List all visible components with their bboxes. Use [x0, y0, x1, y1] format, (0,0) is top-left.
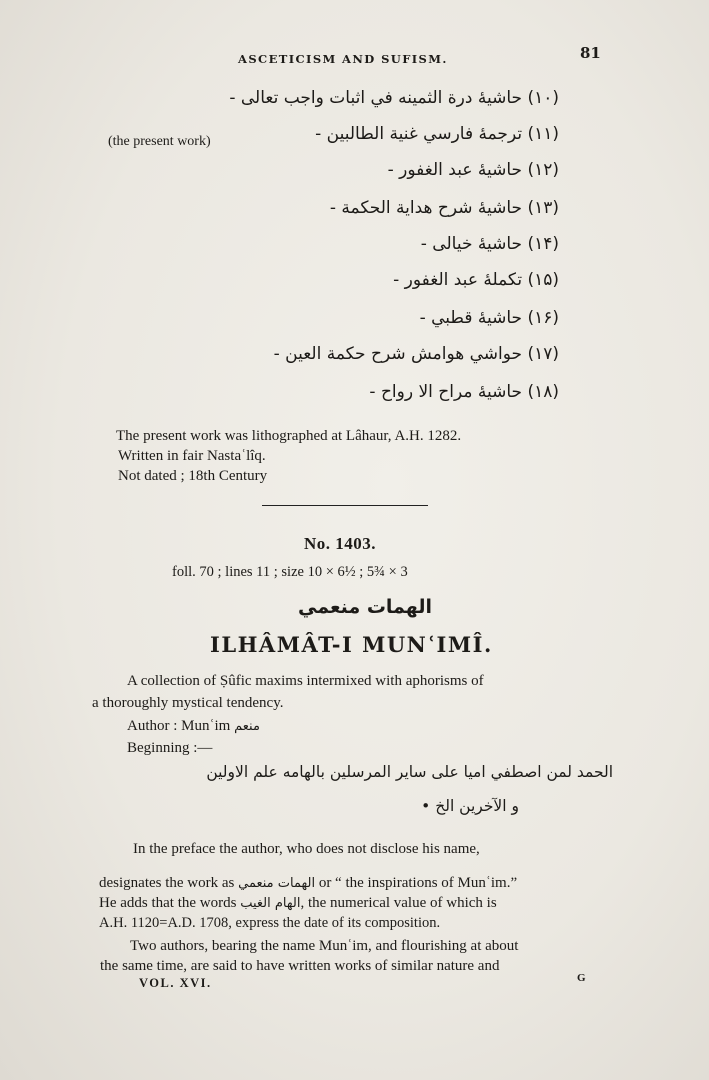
- beginning-label: Beginning :—: [127, 740, 213, 756]
- work-item-13: (۱۳) حاشيهٔ شرح هداية الحكمة -: [329, 198, 559, 218]
- note-date: Not dated ; 18th Century: [118, 468, 268, 484]
- work-item-16: (۱۶) حاشيهٔ قطبي -: [419, 308, 559, 328]
- note-lithographed: The present work was lithographed at Lâhaur, A.H. 1282.: [116, 428, 462, 444]
- work-item-12: (۱۲) حاشيهٔ عبد الغفور -: [387, 160, 559, 180]
- beginning-arabic-line-1: الحمد لمن اصطفي اميا على ساير المرسلين بالهامه علم الاولين: [206, 763, 613, 781]
- section-divider: [262, 505, 428, 506]
- work-item-15: (۱۵) تكملهٔ عبد الغفور -: [393, 270, 559, 290]
- work-item-10: (۱۰) حاشيهٔ درة الثمينه في اثبات واجب تعالی -: [229, 88, 559, 108]
- volume-footer: VOL. XVI.: [139, 976, 212, 990]
- entry-number: No. 1403.: [304, 534, 377, 553]
- preface-line-1: In the preface the author, who does not disclose his name,: [133, 841, 480, 857]
- description-line-1: A collection of Ṣûfic maxims intermixed with aphorisms of: [127, 673, 484, 689]
- running-title: ASCETICISM AND SUFISM.: [238, 52, 448, 66]
- author-name-arabic: منعم: [234, 719, 260, 734]
- work-item-18: (۱۸) حاشيهٔ مراح الا رواح -: [369, 382, 559, 402]
- work-item-17: (۱۷) حواشي هوامش شرح حكمة العين -: [273, 344, 559, 364]
- entry-title-arabic: الهمات منعمي: [298, 596, 432, 618]
- author-label: Author :: [127, 718, 178, 734]
- entry-collation: foll. 70 ; lines 11 ; size 10 × 6½ ; 5¾ × 3: [172, 564, 408, 580]
- preface-line-2: designates the work as الهمات منعمي or “ the inspirations of Munʿim.”: [99, 875, 518, 891]
- preface-arabic-words: الهام الغيب: [240, 896, 301, 911]
- work-item-11-note: (the present work): [108, 134, 211, 149]
- page-number: 81: [580, 44, 601, 62]
- preface-arabic-title: الهمات منعمي: [238, 876, 316, 891]
- description-line-2: a thoroughly mystical tendency.: [92, 695, 284, 711]
- entry-title: ILHÂMÂT-I MUNʿIMÎ.: [210, 632, 493, 657]
- author-name: Munʿim: [181, 718, 231, 734]
- work-item-11: (۱۱) ترجمهٔ فارسي غنية الطالبين -: [315, 124, 559, 144]
- author-line: [127, 717, 647, 736]
- preface-line-4: A.H. 1120=A.D. 1708, express the date of its composition.: [99, 915, 441, 931]
- signature-mark: G: [577, 972, 586, 984]
- authors-line-2: the same time, are said to have written works of similar nature and: [100, 958, 500, 974]
- work-item-14: (۱۴) حاشيهٔ خيالی -: [420, 234, 559, 254]
- note-script: Written in fair Nastaʿlîq.: [118, 448, 266, 464]
- beginning-arabic-line-2: و الآخرين الخ •: [421, 797, 519, 815]
- preface-line-3: He adds that the words الهام الغيب, the numerical value of which is: [99, 895, 497, 911]
- authors-line-1: Two authors, bearing the name Munʿim, and flourishing at about: [130, 938, 519, 954]
